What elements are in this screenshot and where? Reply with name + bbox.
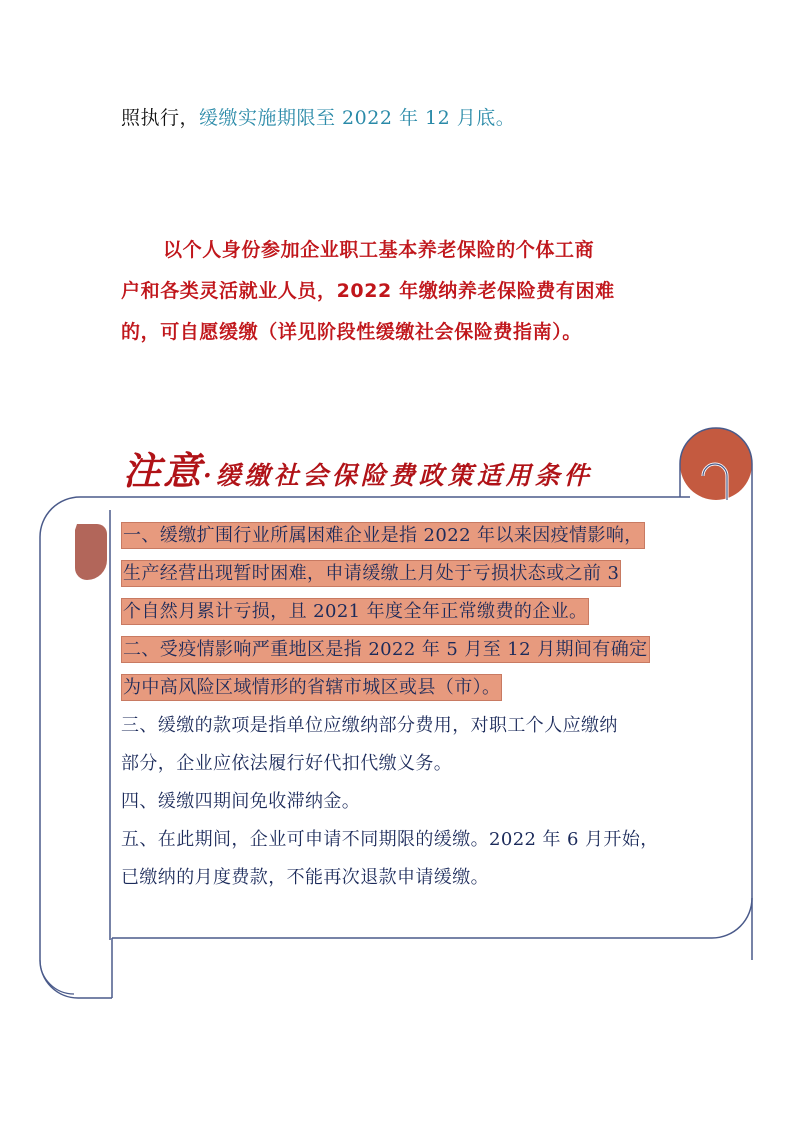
conditions-list: [121, 517, 721, 897]
condition-line: 生产经营出现暂时困难，申请缓缴上月处于亏损状态或之前 3: [121, 555, 721, 593]
condition-line: 个自然月累计亏损，且 2021 年度全年正常缴费的企业。: [121, 593, 721, 631]
intro-prefix: 照执行，: [121, 107, 200, 129]
scroll-curl-left: [75, 524, 107, 580]
condition-line: 为中高风险区域情形的省辖市城区或县（市）。: [121, 669, 721, 707]
notice-title-big: 注意: [123, 448, 204, 493]
condition-line: 二、受疫情影响严重地区是指 2022 年 5 月至 12 月期间有确定: [121, 631, 721, 669]
intro-highlight: 缓缴实施期限至 2022 年 12 月底。: [199, 107, 516, 129]
condition-line: 部分，企业应依法履行好代扣代缴义务。: [121, 753, 453, 774]
paragraph-line: 户和各类灵活就业人员，2022 年缴纳养老保险费有困难: [121, 280, 615, 302]
condition-line: 三、缓缴的款项是指单位应缴纳部分费用，对职工个人应缴纳: [121, 715, 618, 736]
condition-line: 五、在此期间，企业可申请不同期限的缓缴。2022 年 6 月开始，: [121, 829, 659, 850]
condition-line: 已缴纳的月度费款，不能再次退款申请缓缴。: [121, 867, 489, 888]
paragraph-line: 的，可自愿缓缴（详见阶段性缓缴社会保险费指南）。: [121, 321, 582, 343]
condition-line: 一、缓缴扩围行业所属困难企业是指 2022 年以来因疫情影响，: [121, 517, 721, 555]
notice-title-rest: ·缓缴社会保险费政策适用条件: [203, 461, 593, 490]
condition-line: 四、缓缴四期间免收滞纳金。: [121, 791, 361, 812]
notice-title: [123, 440, 593, 495]
paragraph-line: 以个人身份参加企业职工基本养老保险的个体工商: [163, 239, 595, 261]
